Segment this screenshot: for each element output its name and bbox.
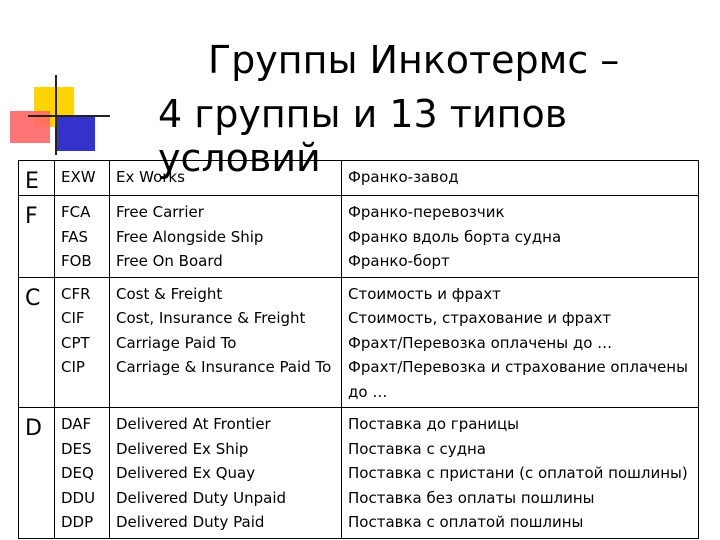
term-name-en: Delivered At Frontier [116,415,271,433]
term-name-ru: Поставка с оплатой пошлины [348,513,584,531]
term-name-ru: Франко вдоль борта судна [348,227,562,246]
term-code: CIF [61,309,85,327]
incoterms-table [18,160,699,539]
term-code: FCA [61,203,91,221]
slide-title-line1: Группы Инкотермс – [208,38,620,82]
term-name-ru: Поставка до границы [348,415,520,433]
term-code: FAS [61,227,89,246]
group-letter: C [19,277,55,408]
term-code: DES [61,439,92,458]
term-name-ru: Франко-завод [348,168,459,186]
term-name-en: Free Carrier [116,203,204,221]
term-name-ru: Франко-перевозчик [348,203,505,221]
term-name-en: Delivered Duty Unpaid [116,488,287,507]
term-name-en: Free On Board [116,252,223,270]
term-code: CFR [61,284,91,303]
term-name-en: Delivered Ex Quay [116,464,256,482]
term-code: DDP [61,513,94,531]
term-codes [55,277,110,408]
term-name-ru: Франко-борт [348,252,450,270]
table-row [19,277,699,408]
decor-blue-square [55,117,95,151]
term-names-en [110,161,342,196]
term-names-ru [342,196,699,278]
term-names-ru [342,277,699,408]
term-codes [55,408,110,539]
term-name-ru: Фрахт/Перевозка оплачены до … [348,333,613,352]
term-name-en: Free Alongside Ship [116,227,264,246]
term-code: DDU [61,488,96,507]
term-name-ru: Поставка с пристани (с оплатой пошлины) [348,464,688,482]
group-letter: F [19,196,55,278]
table-row [19,161,699,196]
term-code: CIP [61,358,85,376]
term-names-ru [342,408,699,539]
term-name-en: Cost, Insurance & Freight [116,309,306,327]
term-name-en: Ex Works [116,168,185,186]
term-name-en: Cost & Freight [116,284,223,303]
term-names-en [110,408,342,539]
term-code: DAF [61,415,92,433]
term-codes [55,196,110,278]
decor-horizontal-line [28,115,110,117]
term-name-ru: Стоимость, страхование и фрахт [348,309,611,327]
term-code: DEQ [61,464,94,482]
term-name-ru: Поставка с судна [348,439,487,458]
group-letter: D [19,408,55,539]
group-letter: E [19,161,55,196]
term-names-en [110,196,342,278]
term-codes [55,161,110,196]
term-code: CPT [61,333,90,352]
term-code: FOB [61,252,92,270]
term-name-en: Delivered Ex Ship [116,439,249,458]
term-names-ru [342,161,699,196]
term-name-en: Delivered Duty Paid [116,513,265,531]
term-name-ru: Стоимость и фрахт [348,284,501,303]
term-names-en [110,277,342,408]
term-name-en: Carriage & Insurance Paid To [116,358,332,376]
term-name-ru: Фрахт/Перевозка и страхование оплачены до … [348,358,688,401]
term-name-en: Carriage Paid To [116,333,237,352]
slide-title-line2: 4 группы и 13 типов условий [158,92,568,180]
table-row [19,196,699,278]
table-row [19,408,699,539]
term-name-ru: Поставка без оплаты пошлины [348,488,595,507]
term-code: EXW [61,168,96,186]
